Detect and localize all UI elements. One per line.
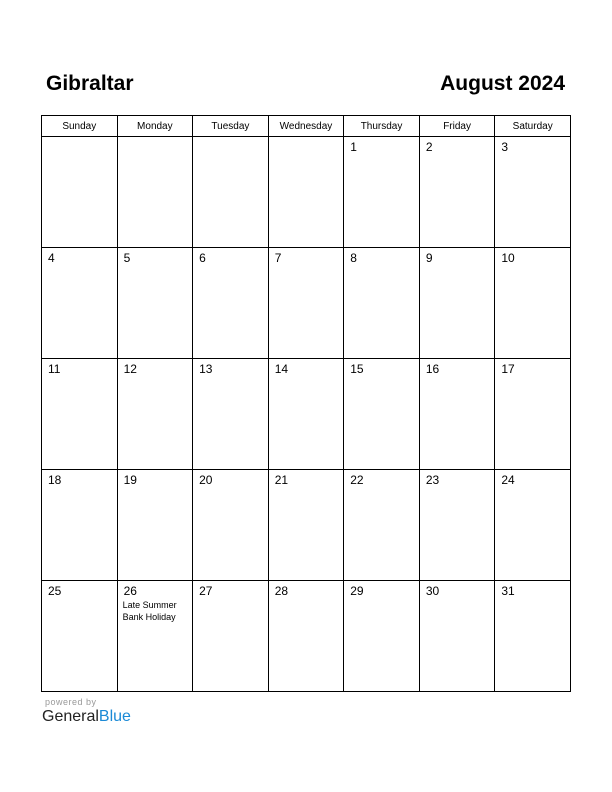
calendar-week-row [42, 581, 571, 692]
calendar-day-cell [344, 137, 420, 248]
day-number: 31 [501, 584, 515, 598]
day-number: 11 [48, 362, 61, 376]
day-number: 22 [350, 473, 364, 487]
weekday-header-row [42, 116, 571, 137]
calendar-day-cell [344, 470, 420, 581]
calendar-day-cell [42, 359, 118, 470]
day-number: 25 [48, 584, 62, 598]
calendar-day-cell [42, 248, 118, 359]
day-number: 4 [48, 251, 55, 265]
calendar-day-cell [344, 581, 420, 692]
day-number: 18 [48, 473, 62, 487]
day-number: 27 [199, 584, 213, 598]
day-number: 2 [425, 140, 433, 154]
day-number: 16 [425, 362, 440, 376]
day-number: 13 [199, 362, 213, 376]
day-number: 17 [501, 362, 515, 376]
calendar-day-cell [495, 359, 571, 470]
day-number: 24 [501, 473, 515, 487]
day-number: 20 [199, 473, 213, 487]
weekday-wednesday: Wednesday [268, 116, 344, 137]
day-number: 26 [123, 584, 137, 598]
generalblue-logo[interactable] [42, 707, 131, 727]
powered-by-text: powered by [45, 697, 97, 707]
calendar-empty-cell [193, 137, 269, 248]
calendar-day-cell [193, 248, 269, 359]
calendar-week-row [42, 248, 571, 359]
brand-blue-text: Blue [98, 708, 131, 725]
day-number: 1 [350, 140, 357, 154]
calendar-day-cell [193, 470, 269, 581]
month-year-title: August 2024 [440, 72, 565, 95]
country-title: Gibraltar [46, 72, 134, 95]
calendar-day-cell [419, 470, 495, 581]
day-number: 15 [350, 362, 364, 376]
calendar-empty-cell [117, 137, 193, 248]
day-number: 28 [274, 584, 289, 598]
calendar-day-cell [42, 470, 118, 581]
day-number: 7 [274, 251, 282, 265]
day-number: 5 [123, 251, 131, 265]
calendar-day-cell [495, 470, 571, 581]
weekday-friday: Friday [419, 116, 495, 137]
calendar-day-cell [344, 248, 420, 359]
calendar-day-cell [117, 470, 193, 581]
weekday-sunday: Sunday [42, 116, 118, 137]
calendar-day-cell [117, 581, 193, 692]
day-number: 9 [425, 251, 433, 265]
day-number: 21 [274, 473, 289, 487]
calendar-day-cell [117, 248, 193, 359]
weekday-saturday: Saturday [495, 116, 571, 137]
calendar-day-cell [419, 359, 495, 470]
calendar-day-cell [419, 581, 495, 692]
calendar-day-cell [495, 581, 571, 692]
weekday-tuesday: Tuesday [193, 116, 269, 137]
day-number: 14 [274, 362, 289, 376]
calendar-day-cell [495, 248, 571, 359]
holiday-label: Late Summer Bank Holiday [122, 600, 177, 622]
calendar-week-row [42, 359, 571, 470]
calendar-body [42, 137, 571, 692]
weekday-thursday: Thursday [344, 116, 420, 137]
calendar-day-cell [419, 248, 495, 359]
day-number: 10 [501, 251, 515, 265]
calendar-grid [41, 115, 571, 692]
day-number: 29 [350, 584, 364, 598]
brand-general-text: General [42, 708, 99, 725]
calendar-day-cell [193, 359, 269, 470]
calendar-week-row [42, 470, 571, 581]
day-number: 6 [199, 251, 206, 265]
weekday-monday: Monday [117, 116, 193, 137]
calendar-day-cell [495, 137, 571, 248]
calendar-day-cell [268, 248, 344, 359]
day-number: 19 [123, 473, 137, 487]
calendar-day-cell [344, 359, 420, 470]
calendar-week-row [42, 137, 571, 248]
day-number: 3 [501, 140, 509, 154]
calendar-empty-cell [42, 137, 118, 248]
calendar-day-cell [117, 359, 193, 470]
calendar-empty-cell [268, 137, 344, 248]
day-number: 12 [123, 362, 137, 376]
day-number: 30 [425, 584, 440, 598]
calendar-day-cell [268, 581, 344, 692]
calendar-day-cell [193, 581, 269, 692]
day-number: 23 [425, 473, 440, 487]
footer-branding [42, 697, 131, 727]
calendar-day-cell [42, 581, 118, 692]
calendar-day-cell [268, 359, 344, 470]
calendar-day-cell [419, 137, 495, 248]
day-number: 8 [350, 251, 357, 265]
calendar-day-cell [268, 470, 344, 581]
